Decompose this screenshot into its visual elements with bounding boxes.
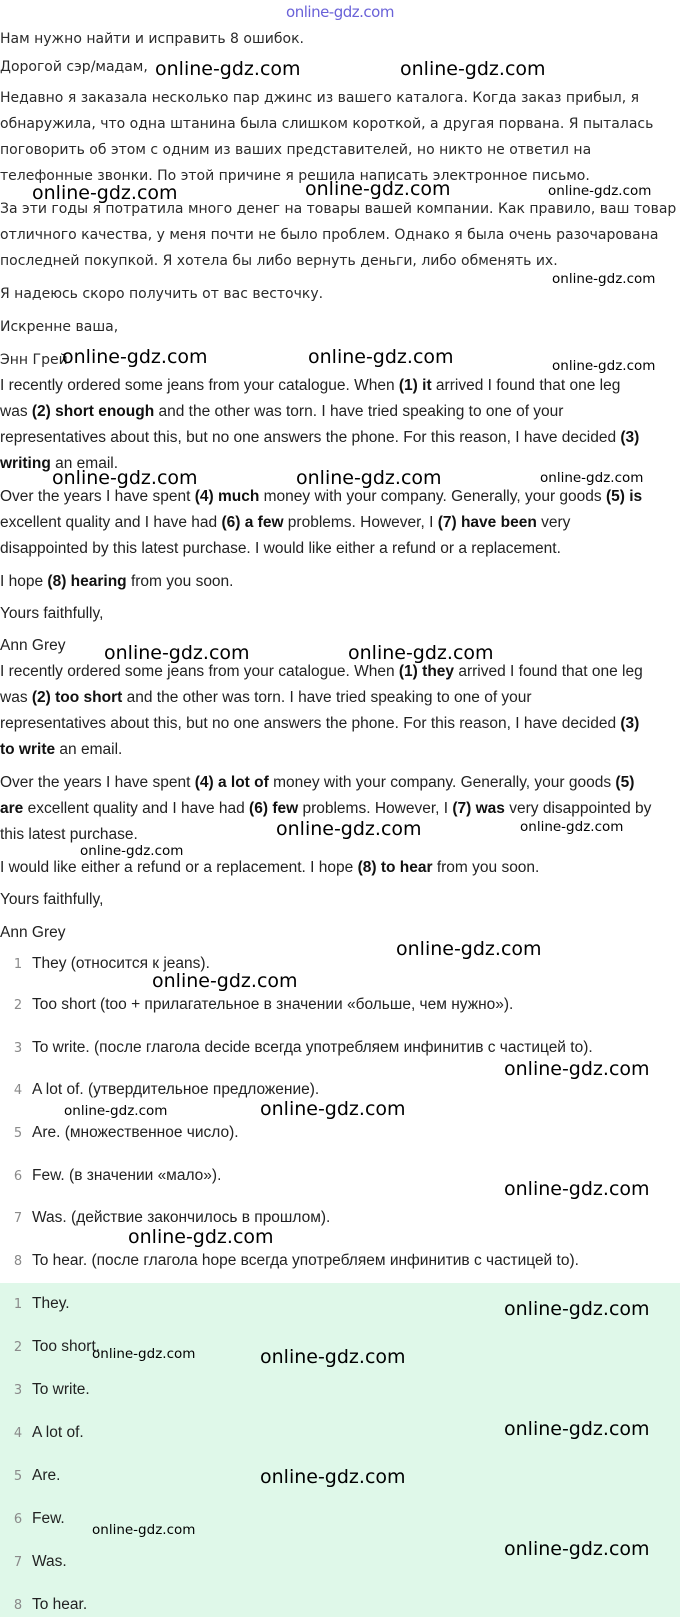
- ru-greeting: Дорогой сэр/мадам,: [0, 59, 148, 75]
- watermark: online-gdz.com: [32, 182, 178, 204]
- ru-paragraph-1-line-3: поговорить об этом с одним из ваших представителей, но никто не ответил на: [0, 142, 592, 158]
- corrected-line-2: was (2) too short and the other was torn. I have tried speaking to one of your: [0, 689, 532, 706]
- original-signature: Ann Grey: [0, 637, 66, 654]
- watermark: online-gdz.com: [62, 346, 208, 368]
- watermark: online-gdz.com: [296, 467, 442, 489]
- error-1: it: [422, 377, 432, 394]
- site-logo[interactable]: online-gdz.com: [286, 3, 394, 21]
- watermark: online-gdz.com: [152, 970, 298, 992]
- corrected-signature: Ann Grey: [0, 924, 66, 941]
- correction-4: a lot of: [217, 774, 269, 791]
- error-8: hearing: [70, 573, 127, 590]
- correction-6: few: [272, 800, 299, 817]
- ru-paragraph-2-line-2: отличного качества, у меня почти не было проблем. Однако я была очень разочарована: [0, 227, 659, 243]
- watermark: online-gdz.com: [64, 1103, 168, 1119]
- watermark: online-gdz.com: [400, 58, 546, 80]
- watermark: online-gdz.com: [260, 1466, 406, 1488]
- ru-closing: Искренне ваша,: [0, 319, 119, 335]
- watermark: online-gdz.com: [260, 1098, 406, 1120]
- watermark: online-gdz.com: [520, 819, 624, 835]
- watermark: online-gdz.com: [504, 1418, 650, 1440]
- watermark: online-gdz.com: [305, 178, 451, 200]
- watermark: online-gdz.com: [155, 58, 301, 80]
- watermark: online-gdz.com: [348, 642, 494, 664]
- watermark: online-gdz.com: [504, 1058, 650, 1080]
- ru-paragraph-1-line-2: обнаружила, что одна штанина была слишком короткой, а другая порвана. Я пыталась: [0, 116, 654, 132]
- original-line-2: was (2) short enough and the other was torn. I have tried speaking to one of your: [0, 403, 564, 420]
- original-line-7: disappointed by this latest purchase. I would like either a refund or a replacement.: [0, 540, 561, 557]
- watermark: online-gdz.com: [80, 843, 184, 859]
- ru-paragraph-2-line-1: За эти годы я потратила много денег на товары вашей компании. Как правило, ваш товар: [0, 201, 677, 217]
- error-5: is: [629, 488, 643, 505]
- watermark: online-gdz.com: [504, 1298, 650, 1320]
- correction-1: they: [422, 663, 455, 680]
- error-2: short enough: [55, 403, 155, 420]
- corrected-line-7: this latest purchase.: [0, 826, 138, 843]
- ru-paragraph-1-line-4: телефонные звонки. По этой причине я решила написать электронное письмо.: [0, 168, 590, 184]
- watermark: online-gdz.com: [552, 271, 656, 287]
- correction-7: was: [475, 800, 505, 817]
- watermark: online-gdz.com: [548, 183, 652, 199]
- corrected-line-8: I would like either a refund or a replacement. I hope (8) to hear from you soon.: [0, 859, 540, 876]
- ru-signature: Энн Грей: [0, 352, 68, 368]
- watermark: online-gdz.com: [92, 1522, 196, 1538]
- original-line-1: I recently ordered some jeans from your catalogue. When (1) it arrived I found that one leg: [0, 377, 621, 394]
- watermark: online-gdz.com: [552, 358, 656, 374]
- answers-box: [0, 1283, 680, 1617]
- error-4: much: [217, 488, 260, 505]
- ru-paragraph-1-line-1: Недавно я заказала несколько пар джинс из вашего каталога. Когда заказ прибыл, я: [0, 90, 640, 106]
- corrected-line-1: I recently ordered some jeans from your catalogue. When (1) they arrived I found that one leg: [0, 663, 643, 680]
- corrected-closing: Yours faithfully,: [0, 891, 104, 908]
- watermark: online-gdz.com: [260, 1346, 406, 1368]
- original-line-8: I hope (8) hearing from you soon.: [0, 573, 234, 590]
- corrected-line-3: representatives about this, but no one answers the phone. For this reason, I have decided (3): [0, 715, 640, 732]
- corrected-line-5: Over the years I have spent (4) a lot of money with your company. Generally, your goods (5): [0, 774, 635, 791]
- task-text: Нам нужно найти и исправить 8 ошибок.: [0, 31, 304, 47]
- error-7: have been: [460, 514, 537, 531]
- watermark: online-gdz.com: [504, 1178, 650, 1200]
- corrected-line-6: are excellent quality and I have had (6) few problems. However, I (7) was very disappointed by: [0, 800, 652, 817]
- original-closing: Yours faithfully,: [0, 605, 104, 622]
- watermark: online-gdz.com: [308, 346, 454, 368]
- original-line-6: excellent quality and I have had (6) a few problems. However, I (7) have been very: [0, 514, 571, 531]
- watermark: online-gdz.com: [128, 1226, 274, 1248]
- correction-5: are: [0, 800, 24, 817]
- error-6: a few: [244, 514, 284, 531]
- original-line-3: representatives about this, but no one answers the phone. For this reason, I have decided (3): [0, 429, 640, 446]
- watermark: online-gdz.com: [504, 1538, 650, 1560]
- corrected-line-4: to write an email.: [0, 741, 123, 758]
- watermark: online-gdz.com: [104, 642, 250, 664]
- watermark: online-gdz.com: [396, 938, 542, 960]
- original-line-4: writing an email.: [0, 455, 119, 472]
- watermark: online-gdz.com: [92, 1346, 196, 1362]
- correction-3: to write: [0, 741, 56, 758]
- correction-2: too short: [55, 689, 123, 706]
- original-line-5: Over the years I have spent (4) much money with your company. Generally, your goods (5) is: [0, 488, 643, 505]
- watermark: online-gdz.com: [540, 470, 644, 486]
- watermark: online-gdz.com: [276, 818, 422, 840]
- error-3: writing: [0, 455, 51, 472]
- correction-8: to hear: [380, 859, 433, 876]
- ru-paragraph-3: Я надеюсь скоро получить от вас весточку.: [0, 286, 324, 302]
- ru-paragraph-2-line-3: последней покупкой. Я хотела бы либо вернуть деньги, либо обменять их.: [0, 253, 558, 269]
- watermark: online-gdz.com: [52, 467, 198, 489]
